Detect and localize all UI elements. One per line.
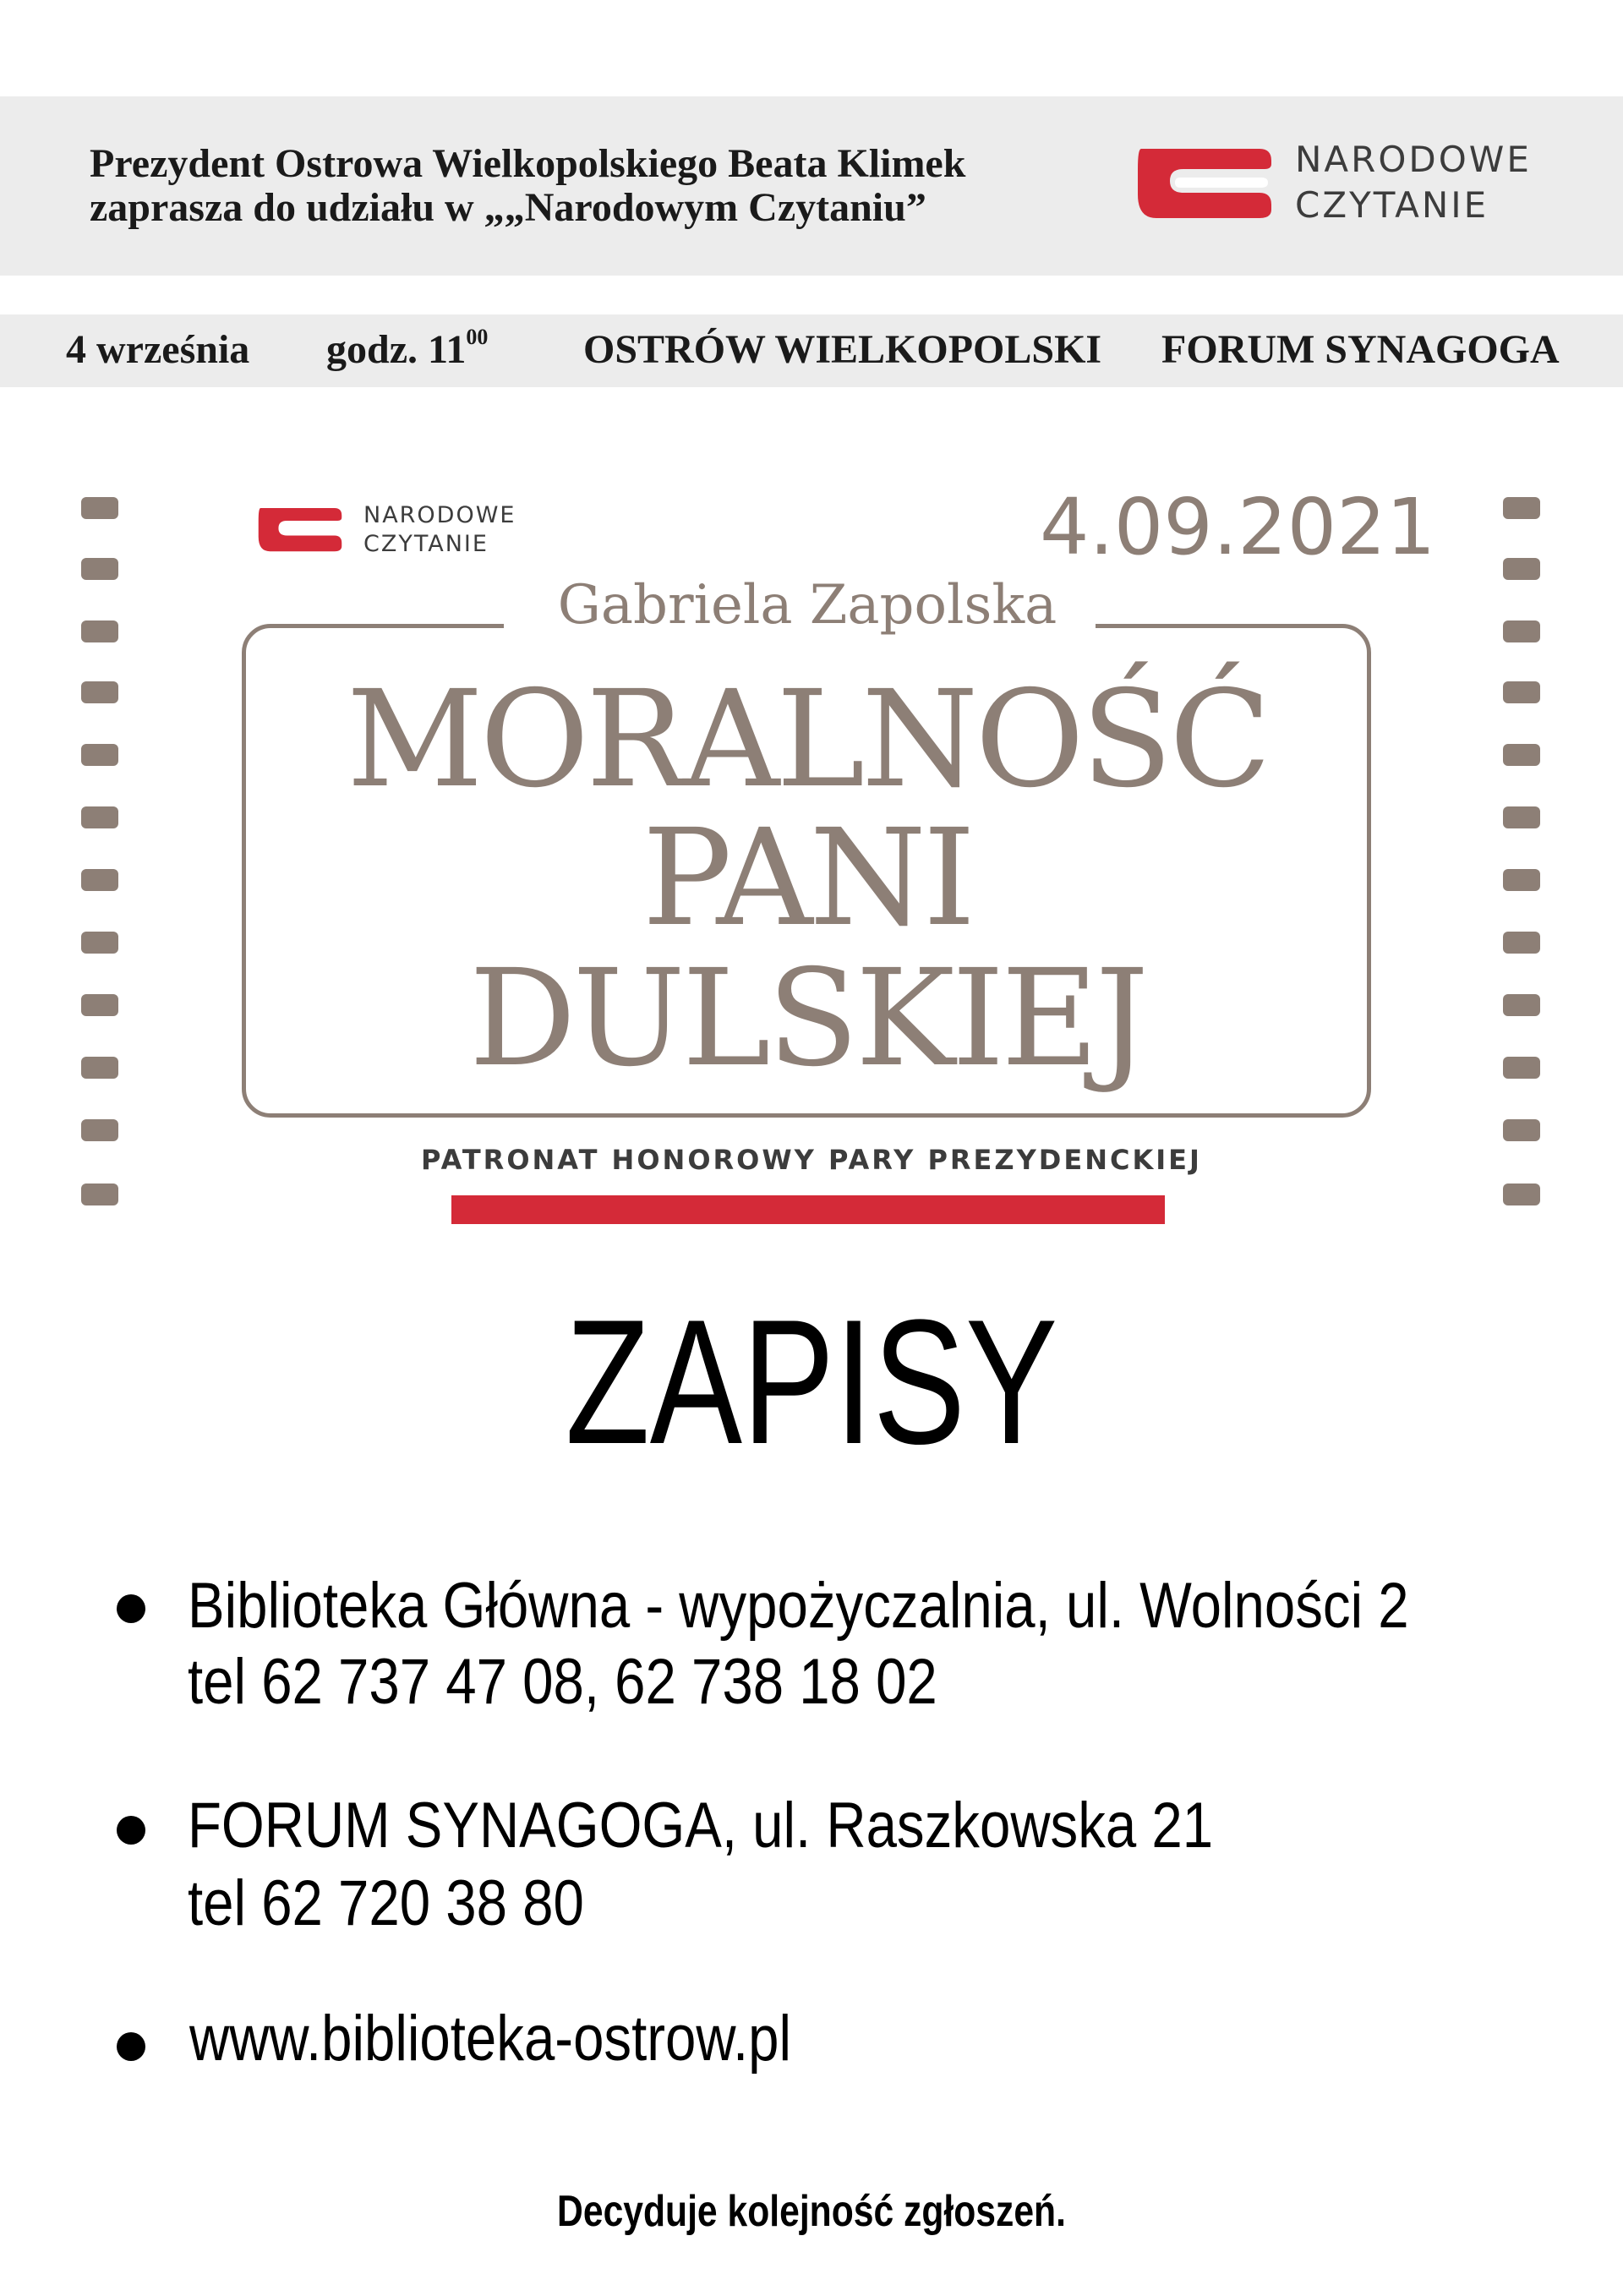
film-perforation-hole — [81, 620, 118, 642]
author-name: Gabriela Zapolska — [557, 574, 1057, 637]
film-perforation-hole — [81, 1119, 118, 1141]
poster-logo-narodowe-text: NARODOWE — [363, 502, 516, 528]
book-logo-icon — [1133, 144, 1276, 221]
website-link[interactable]: www.biblioteka-ostrow.pl — [189, 2003, 792, 2075]
location-2-phone: tel 62 720 38 80 — [188, 1867, 584, 1939]
event-time-hour: godz. 11 — [326, 327, 467, 372]
bullet-3 — [117, 2032, 145, 2061]
patronage-text: PATRONAT HONOROWY PARY PREZYDENCKIEJ — [421, 1144, 1202, 1176]
film-perforation-hole — [1503, 744, 1540, 766]
bullet-2 — [117, 1816, 145, 1845]
film-perforation-hole — [1503, 620, 1540, 642]
event-venue: FORUM SYNAGOGA — [1161, 327, 1560, 372]
event-day: 4 września — [66, 327, 250, 372]
location-1-address: Biblioteka Główna - wypożyczalnia, ul. Wolności 2 — [188, 1570, 1409, 1642]
film-perforation-hole — [81, 744, 118, 766]
film-perforation-hole — [1503, 994, 1540, 1016]
film-perforation-hole — [81, 1184, 118, 1205]
film-perforation-hole — [81, 932, 118, 954]
poster-date: 4.09.2021 — [1040, 482, 1436, 572]
registration-heading: ZAPISY — [565, 1282, 1058, 1481]
film-perforation-hole — [1503, 497, 1540, 519]
bullet-1 — [117, 1594, 145, 1623]
header-invitation-line1: Prezydent Ostrowa Wielkopolskiego Beata Klimek — [90, 141, 966, 186]
book-title-line1: MORALNOŚĆ — [346, 662, 1269, 817]
film-perforation-hole — [1503, 1119, 1540, 1141]
event-time — [326, 325, 489, 372]
film-perforation-hole — [81, 1057, 118, 1079]
film-perforation-hole — [1503, 806, 1540, 828]
poster-logo-czytanie-text: CZYTANIE — [363, 531, 489, 557]
film-perforation-hole — [81, 869, 118, 891]
logo-narodowe-text: NARODOWE — [1295, 139, 1532, 180]
film-perforation-hole — [81, 497, 118, 519]
book-title-line3: DULSKIEJ — [468, 941, 1146, 1096]
film-perforation-hole — [1503, 932, 1540, 954]
film-perforation-hole — [1503, 681, 1540, 703]
header-invitation-line2: zaprasza do udziału w „„Narodowym Czytaniu” — [90, 185, 926, 230]
footer-note: Decyduje kolejność zgłoszeń. — [557, 2187, 1066, 2236]
event-city: OSTRÓW WIELKOPOLSKI — [583, 327, 1102, 372]
film-perforation-hole — [1503, 1057, 1540, 1079]
film-perforation-hole — [81, 806, 118, 828]
logo-czytanie-text: CZYTANIE — [1295, 184, 1489, 226]
film-perforation-hole — [81, 994, 118, 1016]
film-perforation-hole — [81, 558, 118, 580]
location-2-address: FORUM SYNAGOGA, ul. Raszkowska 21 — [188, 1790, 1214, 1861]
book-logo-small-icon — [255, 504, 345, 555]
red-bar — [451, 1195, 1165, 1224]
film-perforation-hole — [1503, 1184, 1540, 1205]
event-time-minutes: 00 — [466, 325, 489, 349]
film-perforation-hole — [1503, 869, 1540, 891]
film-perforation-hole — [81, 681, 118, 703]
film-perforation-hole — [1503, 558, 1540, 580]
book-title-line2: PANI — [642, 801, 973, 956]
location-1-phone: tel 62 737 47 08, 62 738 18 02 — [188, 1646, 937, 1718]
